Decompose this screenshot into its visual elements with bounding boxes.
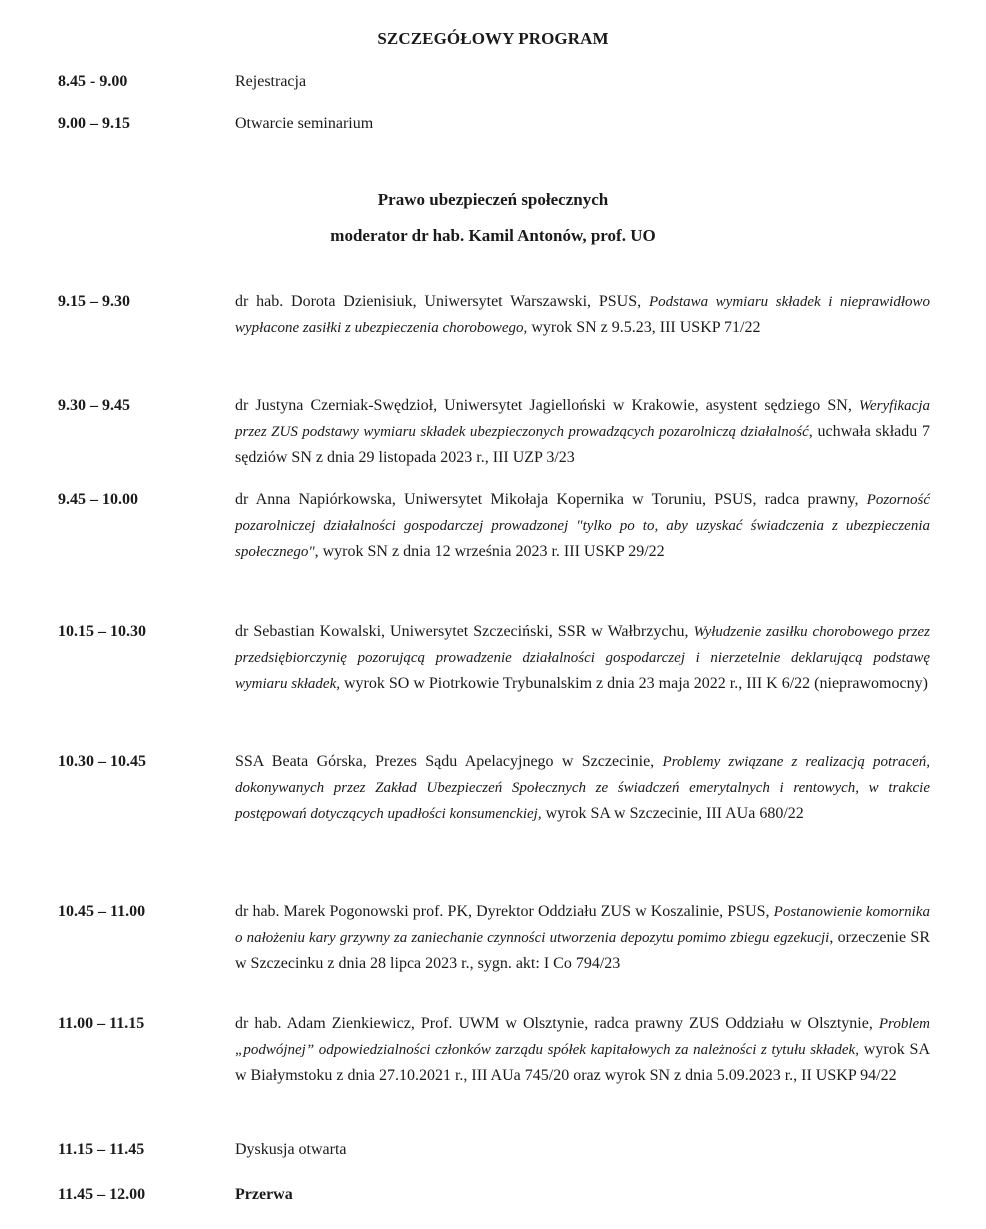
speaker: dr hab. Marek Pogonowski prof. PK, Dyrektor Oddziału ZUS w Koszalinie, PSUS, bbox=[235, 903, 774, 920]
speaker: dr hab. Dorota Dzienisiuk, Uniwersytet Warszawski, PSUS, bbox=[235, 293, 649, 310]
topic: Problemy związane z realizacją potraceń, dokonywanych przez Zakład Ubezpieczeń Społecznych ze świadczeń emerytalnych i rentowych, w trakcie postępowań dotyczących upadłości konsumenckiej, bbox=[235, 754, 931, 822]
topic: Weryfikacja przez ZUS podstawy wymiaru składek ubezpieczonych prowadzących pozarolniczą działalność bbox=[235, 398, 930, 440]
item-content bbox=[235, 619, 930, 697]
topic: Podstawa wymiaru składek i nieprawidłowo wypłacone zasiłki z ubezpieczenia chorobowego, bbox=[235, 294, 931, 336]
item-time: 9.00 – 9.15 bbox=[58, 115, 130, 132]
topic: Postanowienie komornika o nałożeniu kary grzywny za zaniechanie czynności utworzenia depozytu pomimo zbiegu egzekucji bbox=[235, 904, 930, 946]
item-time: 11.15 – 11.45 bbox=[58, 1141, 145, 1158]
item-time: 9.45 – 10.00 bbox=[58, 491, 138, 508]
item-time: 11.45 – 12.00 bbox=[58, 1186, 146, 1203]
item-time: 10.45 – 11.00 bbox=[58, 903, 146, 920]
section-moderator: moderator dr hab. Kamil Antonów, prof. UO bbox=[330, 226, 656, 245]
item-time: 9.30 – 9.45 bbox=[58, 397, 130, 414]
item-content bbox=[235, 289, 930, 341]
item-content bbox=[235, 487, 930, 565]
item-content bbox=[235, 899, 930, 977]
ruling: wyrok SA w Szczecinie, III AUa 680/22 bbox=[541, 805, 804, 822]
section-title: Prawo ubezpieczeń społecznych bbox=[377, 190, 609, 209]
speaker: dr Justyna Czerniak-Swędzioł, Uniwersytet Jagielloński w Krakowie, asystent sędziego SN, bbox=[235, 397, 859, 414]
topic: Pozorność pozarolniczej działalności gospodarczej prowadzonej "tylko po to, aby uzyskać świadczenia z ubezpieczenia społecznego" bbox=[235, 492, 930, 560]
ruling: wyrok SO w Piotrkowie Trybunalskim z dnia 23 maja 2022 r., III K 6/22 (nieprawomocny) bbox=[339, 675, 928, 692]
speaker: SSA Beata Górska, Prezes Sądu Apelacyjnego w Szczecinie, bbox=[235, 753, 663, 770]
ruling: , uchwała składu 7 sędziów SN z dnia 29 listopada 2023 r., III UZP 3/23 bbox=[235, 423, 930, 466]
item-time: 8.45 - 9.00 bbox=[58, 73, 128, 90]
speaker: dr Anna Napiórkowska, Uniwersytet Mikołaja Kopernika w Toruniu, PSUS, radca prawny, bbox=[235, 491, 867, 508]
item-text: Otwarcie seminarium bbox=[235, 115, 374, 132]
speaker: dr Sebastian Kowalski, Uniwersytet Szczeciński, SSR w Wałbrzychu, bbox=[235, 623, 694, 640]
topic: Problem „podwójnej” odpowiedzialności członków zarządu spółek kapitałowych za należności z tytułu składek, bbox=[235, 1016, 930, 1058]
item-time: 10.15 – 10.30 bbox=[58, 623, 146, 640]
item-content bbox=[235, 1011, 930, 1089]
ruling: , wyrok SN z dnia 12 września 2023 r. III USKP 29/22 bbox=[314, 543, 665, 560]
ruling: , orzeczenie SR w Szczecinku z dnia 28 lipca 2023 r., sygn. akt: I Co 794/23 bbox=[235, 929, 930, 972]
item-text: Rejestracja bbox=[235, 73, 307, 90]
ruling: wyrok SN z 9.5.23, III USKP 71/22 bbox=[527, 319, 761, 336]
item-content bbox=[235, 393, 930, 471]
speaker: dr hab. Adam Zienkiewicz, Prof. UWM w Olsztynie, radca prawny ZUS Oddziału w Olsztynie, bbox=[235, 1015, 879, 1032]
item-time: 11.00 – 11.15 bbox=[58, 1015, 145, 1032]
item-content bbox=[235, 749, 930, 827]
topic: Wyłudzenie zasiłku chorobowego przez przedsiębiorczynię pozorującą prowadzenie działalności gospodarczej i nierzetelnie deklarującą podstawę wymiaru składek, bbox=[235, 624, 930, 692]
item-time: 9.15 – 9.30 bbox=[58, 293, 130, 310]
item-text: Przerwa bbox=[235, 1186, 293, 1203]
program-title: SZCZEGÓŁOWY PROGRAM bbox=[377, 29, 609, 48]
item-text: Dyskusja otwarta bbox=[235, 1141, 347, 1158]
ruling: wyrok SA w Białymstoku z dnia 27.10.2021 r., III AUa 745/20 oraz wyrok SN z dnia 5.09.2023 r., II USKP 94/22 bbox=[235, 1041, 931, 1084]
item-time: 10.30 – 10.45 bbox=[58, 753, 146, 770]
